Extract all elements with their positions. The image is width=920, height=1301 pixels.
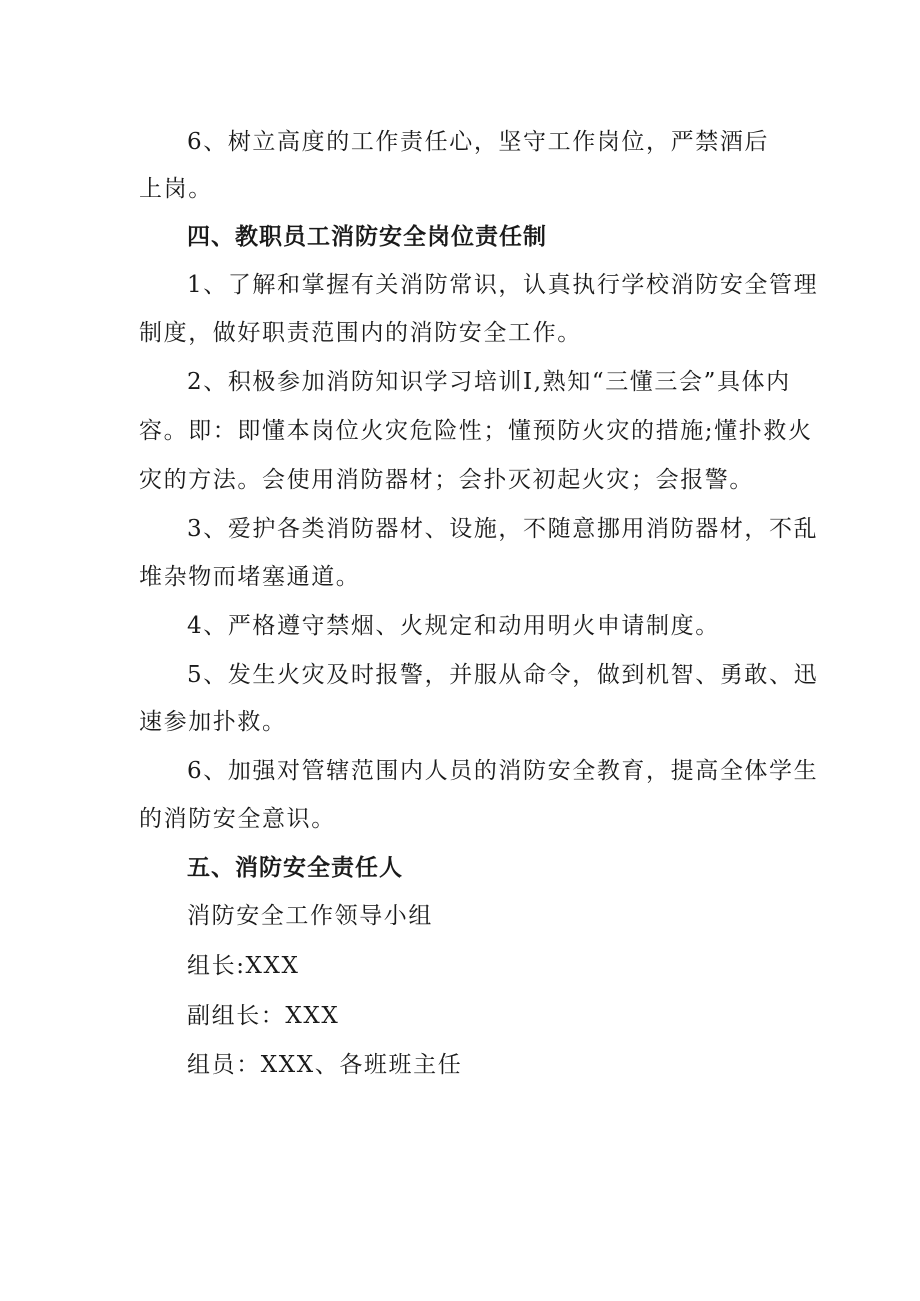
s4-item-2-line-1: 2、积极参加消防知识学习培训I,熟知“三懂三会”具体内 xyxy=(187,369,791,395)
s4-item-3-line-1: 3、爱护各类消防器材、设施，不随意挪用消防器材，不乱 xyxy=(187,516,819,542)
s4-item-6-line-2: 的消防安全意识。 xyxy=(139,806,336,832)
group-members: 组员：XXX、各班班主任 xyxy=(187,1052,463,1078)
s4-item-4-line-1: 4、严格遵守禁烟、火规定和动用明火申请制度。 xyxy=(187,613,720,639)
item-6-line-2: 上岗。 xyxy=(139,176,213,202)
s4-item-1-line-1: 1、了解和掌握有关消防常识，认真执行学校消防安全管理 xyxy=(187,272,819,298)
section-4-heading: 四、教职员工消防安全岗位责任制 xyxy=(187,224,547,250)
deputy-group-leader: 副组长：XXX xyxy=(187,1003,340,1029)
s4-item-5-line-2: 速参加扑救。 xyxy=(139,709,287,735)
s4-item-2-line-2: 容。即：即懂本岗位火灾危险性；懂预防火灾的措施;懂扑救火 xyxy=(139,418,813,444)
group-leader: 组长:XXX xyxy=(187,953,300,979)
s4-item-2-line-3: 灾的方法。会使用消防器材；会扑灭初起火灾；会报警。 xyxy=(139,467,754,493)
s4-item-3-line-2: 堆杂物而堵塞通道。 xyxy=(139,564,361,590)
s4-item-5-line-1: 5、发生火灾及时报警，并服从命令，做到机智、勇敢、迅 xyxy=(187,662,819,688)
leadership-group-title: 消防安全工作领导小组 xyxy=(187,903,433,929)
s4-item-6-line-1: 6、加强对管辖范围内人员的消防安全教育，提高全体学生 xyxy=(187,758,819,784)
item-6-line-1: 6、树立高度的工作责任心，坚守工作岗位，严禁酒后 xyxy=(187,129,770,155)
s4-item-1-line-2: 制度，做好职责范围内的消防安全工作。 xyxy=(139,320,582,346)
section-5-heading: 五、消防安全责任人 xyxy=(187,855,403,881)
